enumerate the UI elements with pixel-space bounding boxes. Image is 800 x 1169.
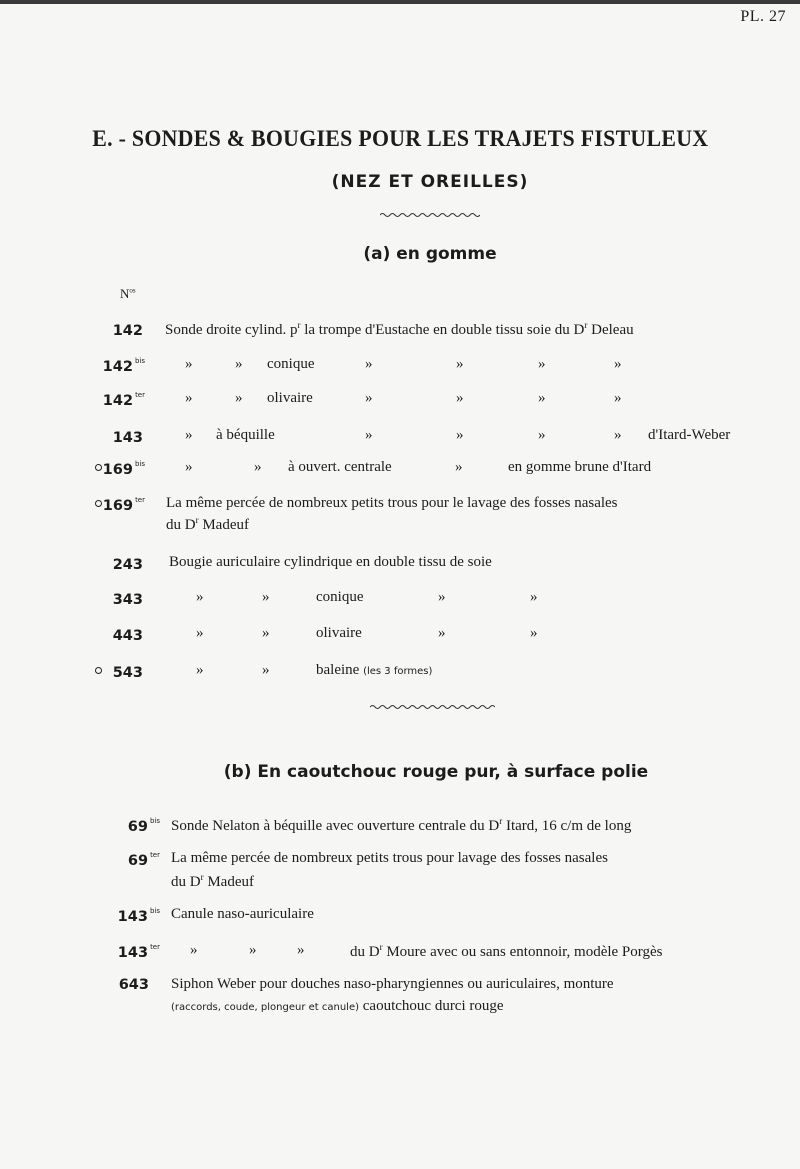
item-description: Bougie auriculaire cylindrique en double tissu de soie [169, 554, 492, 570]
ditto-mark: » [456, 390, 464, 406]
item-number: 169 $^{bis}$ [102, 460, 145, 478]
item-number: 143 [112, 430, 143, 446]
numbers-label-sup: os [129, 286, 136, 295]
item-description: Canule naso-auriculaire [171, 906, 314, 922]
ditto-mark: » [456, 356, 464, 372]
section-a-heading: (a) en gomme [363, 244, 497, 264]
ditto-mark: » [185, 459, 193, 475]
ditto-mark: » [235, 356, 243, 372]
item-description-line2: du $D^r$ Madeuf [166, 515, 249, 533]
item-description: La même percée de nombreux petits trous pour le lavage des fosses nasales [166, 495, 618, 511]
divider-squiggle-1 [380, 212, 480, 218]
divider-squiggle-2 [370, 704, 495, 710]
ditto-mark: » [538, 390, 546, 406]
item-description-line2: du $D^r$ Madeuf [171, 872, 254, 890]
ditto-mark: » [365, 427, 373, 443]
ditto-mark: » [190, 942, 198, 958]
baleine-note: (les 3 formes) [363, 666, 433, 677]
circle-marker-icon [95, 500, 102, 507]
item-number: 343 [112, 592, 143, 608]
ditto-mark: » [456, 427, 464, 443]
item-number: 69 $^{bis}$ [127, 817, 160, 835]
item-number: 169 $^{ter}$ [102, 496, 145, 514]
item-number: 142 $^{bis}$ [102, 357, 145, 375]
ditto-mark: » [538, 427, 546, 443]
item-number: 143 $^{ter}$ [117, 943, 160, 961]
item-description: olivaire [267, 390, 313, 406]
item-number: 142 $^{ter}$ [102, 391, 145, 409]
ditto-mark: » [196, 589, 204, 605]
plate-number: PL. 27 [740, 8, 786, 25]
item-description: baleine (les 3 formes) [316, 662, 433, 678]
item-number: 543 [112, 665, 143, 681]
ditto-mark: » [438, 589, 446, 605]
item-description: conique [316, 589, 364, 605]
ditto-mark: » [262, 662, 270, 678]
top-edge-bar [0, 0, 800, 4]
ditto-mark: » [249, 942, 257, 958]
ditto-mark: » [530, 589, 538, 605]
item-description: La même percée de nombreux petits trous pour lavage des fosses nasales [171, 850, 608, 866]
numbers-label-text: N [120, 286, 130, 301]
ditto-mark: » [455, 459, 463, 475]
ditto-mark: » [530, 625, 538, 641]
ditto-mark: » [262, 589, 270, 605]
item-description: conique [267, 356, 315, 372]
ditto-mark: » [538, 356, 546, 372]
item-description: à ouvert. centrale [288, 459, 392, 475]
item-description: d'Itard-Weber [648, 427, 731, 443]
item-number: 243 [112, 557, 143, 573]
item-description: olivaire [316, 625, 362, 641]
ditto-mark: » [614, 390, 622, 406]
ditto-mark: » [365, 356, 373, 372]
item-description: du $D^r$ Moure avec ou sans entonnoir, modèle Porgès [350, 942, 663, 960]
numbers-label [120, 286, 136, 302]
ditto-mark: » [262, 625, 270, 641]
ditto-mark: » [365, 390, 373, 406]
circle-marker-icon [95, 667, 102, 674]
item-description-line2: (raccords, coude, plongeur et canule) caoutchouc durci rouge [171, 998, 504, 1014]
item-number: 143 $^{bis}$ [117, 907, 160, 925]
page-title-text: E. - SONDES & BOUGIES POUR LES TRAJETS FISTULEUX [91, 126, 709, 151]
item-description: Sonde droite cylind. $p^r$ la trompe d'Eustache en double tissu soie du $D^r$ Deleau [165, 320, 634, 338]
ditto-mark: » [614, 427, 622, 443]
item-number: 643 [118, 977, 149, 993]
ditto-mark: » [196, 625, 204, 641]
ditto-mark: » [196, 662, 204, 678]
ditto-mark: » [438, 625, 446, 641]
item-number: 443 [112, 628, 143, 644]
page-subtitle: (NEZ ET OREILLES) [331, 172, 529, 192]
circle-marker-icon [95, 464, 102, 471]
ditto-mark: » [254, 459, 262, 475]
item-number: 69 $^{ter}$ [127, 851, 160, 869]
item-description: en gomme brune d'Itard [508, 459, 652, 475]
ditto-mark: » [614, 356, 622, 372]
item-description: Siphon Weber pour douches naso-pharyngiennes ou auriculaires, monture [171, 976, 614, 992]
item-description: à béquille [216, 427, 275, 443]
section-b-heading: (b) En caoutchouc rouge pur, à surface polie [223, 762, 649, 782]
ditto-mark: » [297, 942, 305, 958]
ditto-mark: » [185, 427, 193, 443]
ditto-mark: » [235, 390, 243, 406]
ditto-mark: » [185, 356, 193, 372]
ditto-mark: » [185, 390, 193, 406]
item-description: Sonde Nelaton à béquille avec ouverture centrale du $D^r$ Itard, 16 c/m de long [171, 816, 632, 834]
item-number: 142 [112, 323, 143, 339]
page-title [0, 126, 800, 152]
